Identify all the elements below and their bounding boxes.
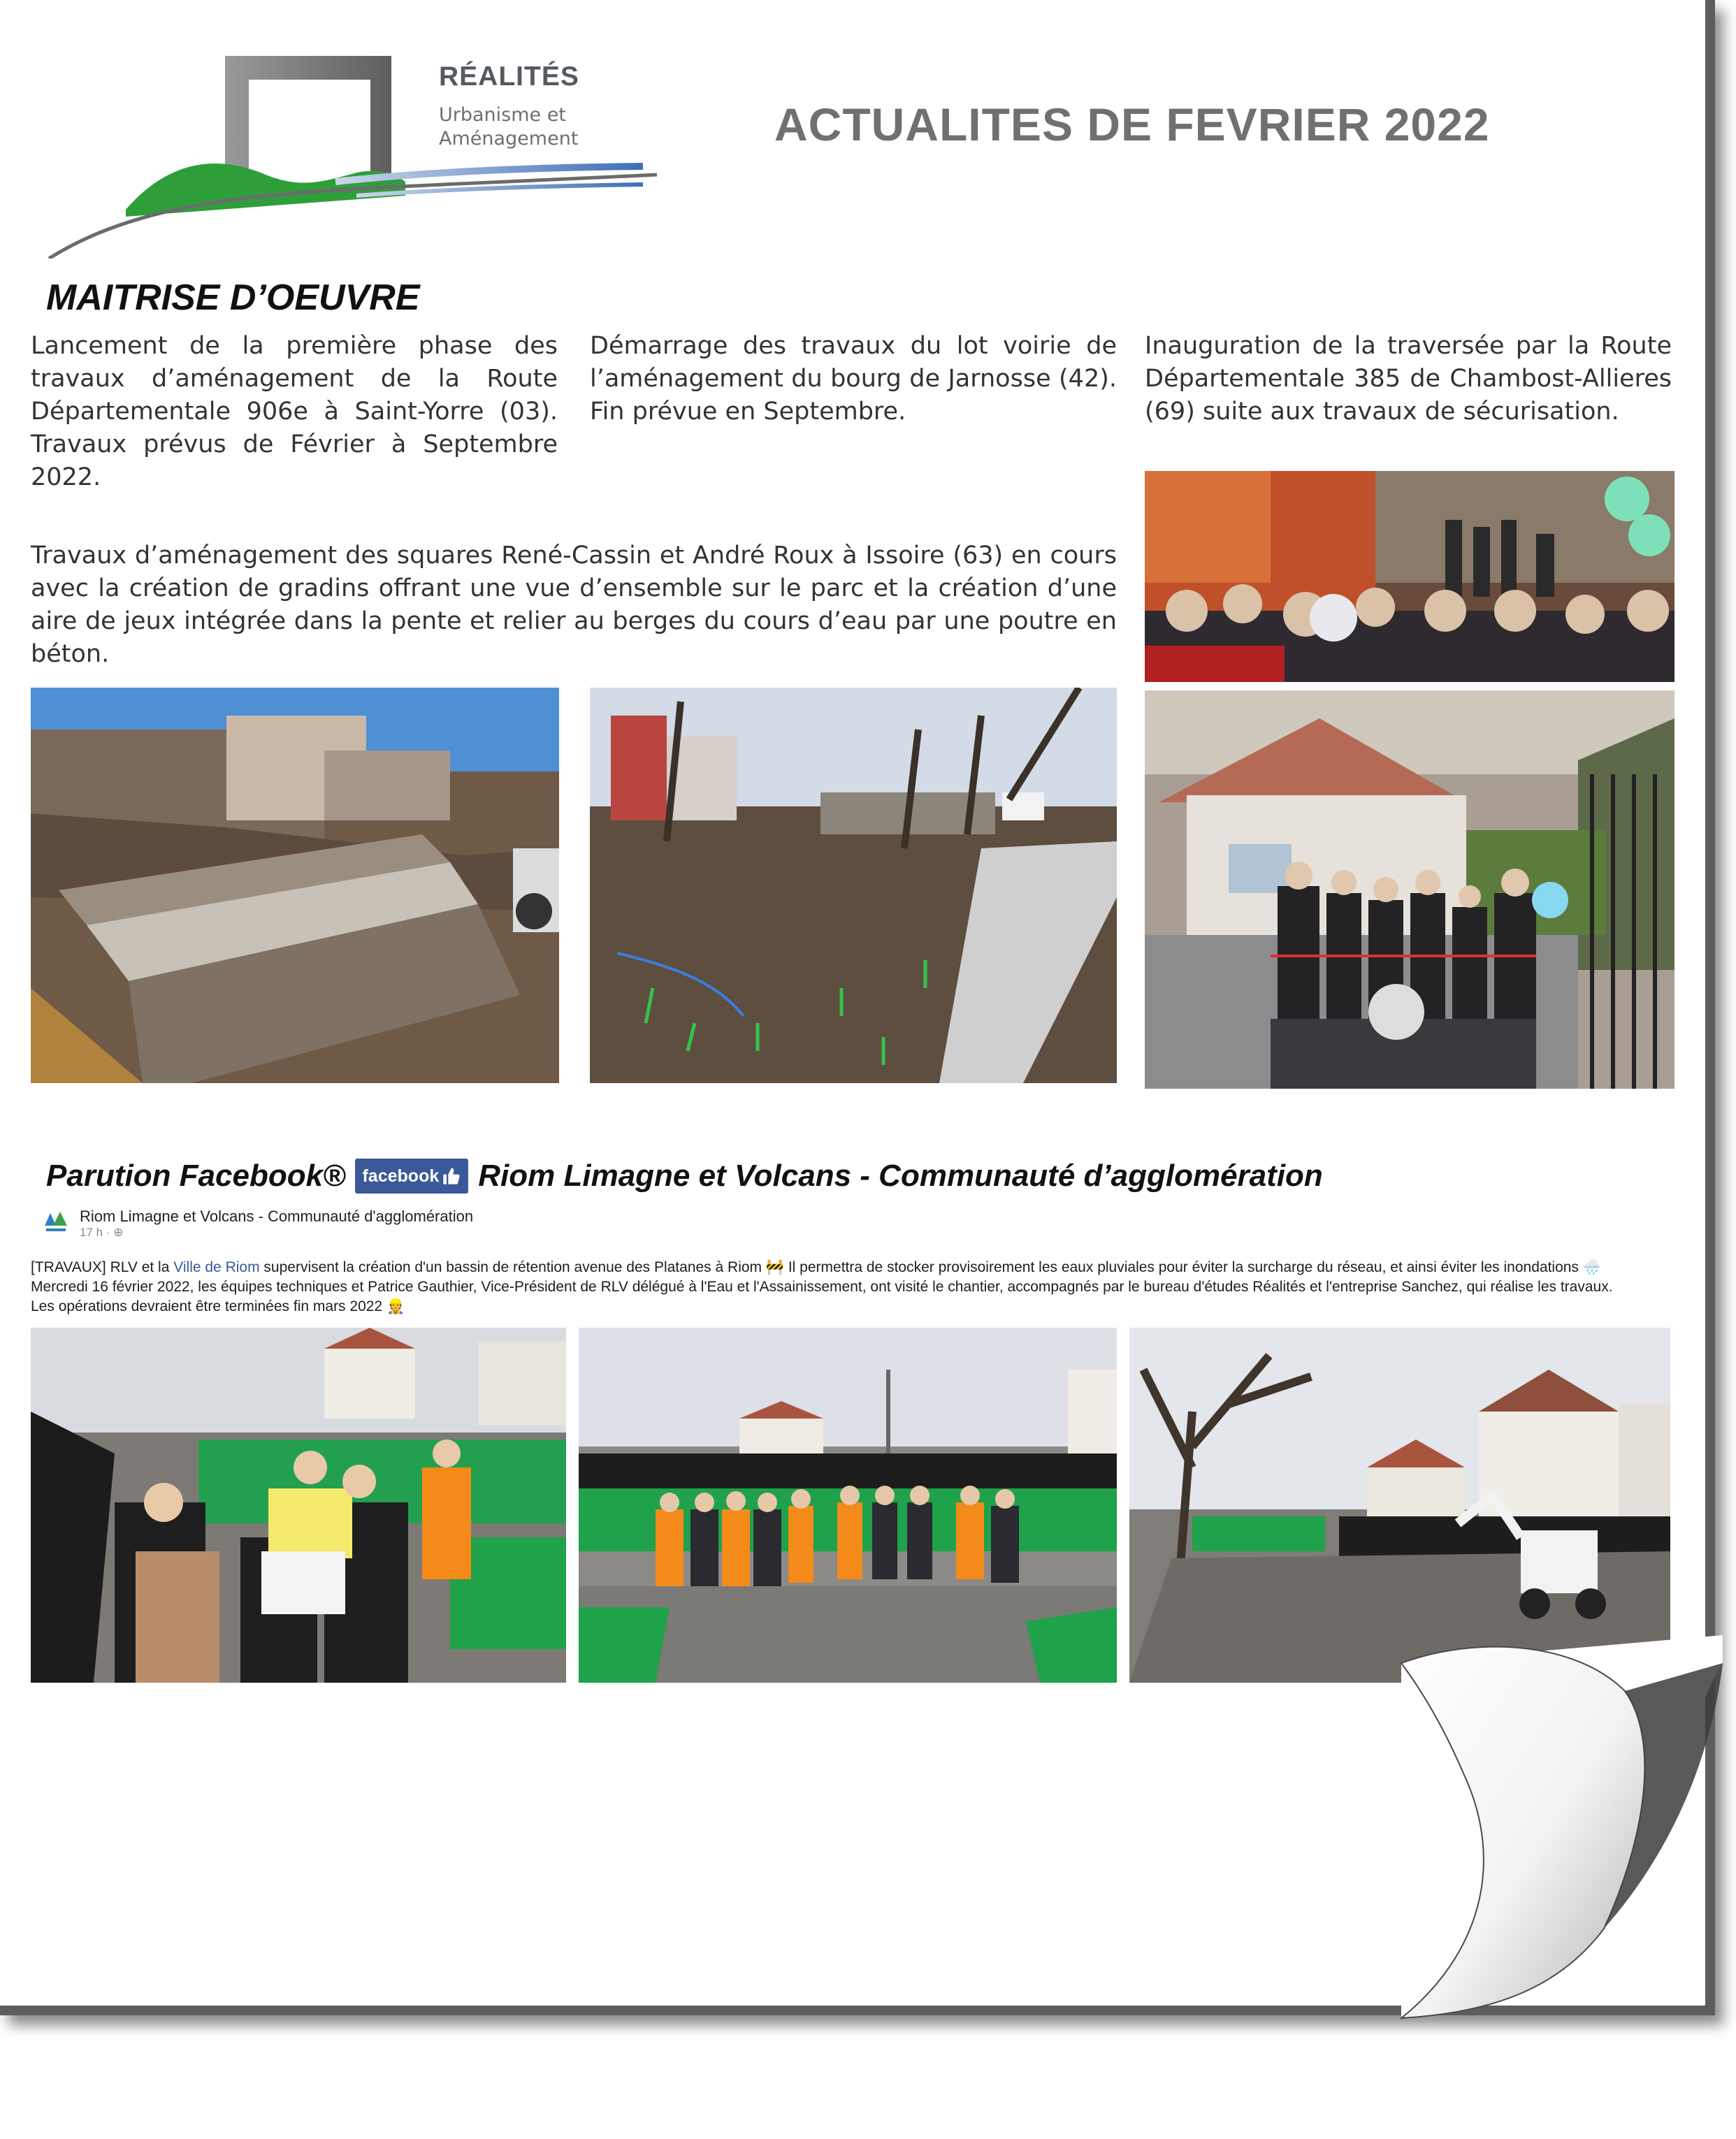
facebook-title-prefix: Parution Facebook® xyxy=(46,1159,346,1193)
paragraph-chambost: Inauguration de la traversée par la Route Départementale 385 de Chambost-Allieres (69) suite aux travaux de sécurisation. xyxy=(1145,332,1672,426)
page-headline: ACTUALITES DE FEVRIER 2022 xyxy=(774,99,1490,150)
facebook-section-title xyxy=(46,1159,1323,1194)
facebook-post-text xyxy=(31,1258,1687,1317)
photo-inauguration-crowd xyxy=(1145,471,1674,682)
facebook-page-name[interactable]: Riom Limagne et Volcans - Communauté d'agglomération xyxy=(80,1208,474,1225)
brand-tagline-line1: Urbanisme et xyxy=(439,104,566,126)
photo-riom-team-plan xyxy=(31,1328,566,1683)
photo-issoire-park xyxy=(590,688,1117,1083)
facebook-title-suffix: Riom Limagne et Volcans - Communauté d’agglomération xyxy=(478,1159,1323,1193)
photo-riom-group xyxy=(579,1328,1117,1683)
section-title-maitrise: MAITRISE D’OEUVRE xyxy=(46,277,420,318)
photo-ribbon-cutting xyxy=(1145,690,1674,1089)
facebook-post-line1-start: [TRAVAUX] RLV et la xyxy=(31,1259,174,1275)
facebook-post-line1-end: supervisent la création d'un bassin de rétention avenue des Platanes à Riom 🚧 Il permettra de stocker provisoirement les eaux pluviales pour éviter la surcharge du réseau, et ainsi éviter les inondations 🌧️ xyxy=(259,1259,1601,1275)
facebook-post-header xyxy=(42,1208,473,1240)
thumbs-up-icon xyxy=(442,1166,461,1186)
photo-riom-excavator xyxy=(1129,1328,1670,1683)
facebook-post-meta xyxy=(80,1208,473,1240)
facebook-post-line3: Les opérations devraient être terminées fin mars 2022 👷 xyxy=(31,1298,405,1314)
facebook-badge xyxy=(355,1159,468,1194)
facebook-badge-label: facebook xyxy=(362,1166,440,1186)
facebook-post-time: 17 h · ⊕ xyxy=(80,1226,124,1239)
brand-name: RÉALITÉS xyxy=(439,61,579,92)
paragraph-issoire: Travaux d’aménagement des squares René-Cassin et André Roux à Issoire (63) en cours avec la création de gradins offrant une vue d’ensemble sur le parc et la création d’une aire de jeux intégrée dans la pente et relier au berges du cours d’eau par une poutre en béton. xyxy=(31,542,1117,668)
ville-de-riom-link[interactable]: Ville de Riom xyxy=(173,1259,260,1275)
facebook-post-line1 xyxy=(31,1258,1687,1277)
photo-issoire-gradins xyxy=(31,688,559,1083)
facebook-post-line2: Mercredi 16 février 2022, les équipes techniques et Patrice Gauthier, Vice-Président de RLV délégué à l'Eau et l'Assainissement, ont visité le chantier, accompagnés par le bureau d'études Réalités et l'entreprise Sanchez, qui réalise les travaux. xyxy=(31,1279,1613,1295)
brand-tagline-line2: Aménagement xyxy=(439,128,579,150)
paragraph-jarnosse: Démarrage des travaux du lot voirie de l’aménagement du bourg de Jarnosse (42). Fin prévue en Septembre. xyxy=(590,332,1117,426)
brand-tagline xyxy=(439,103,578,151)
page-curl xyxy=(1394,1635,1730,2026)
rlv-avatar-icon xyxy=(42,1208,70,1235)
paragraph-saint-yorre: Lancement de la première phase des travaux d’aménagement de la Route Départementale 906e à Saint-Yorre (03). Travaux prévus de Février à Septembre 2022. xyxy=(31,332,558,491)
